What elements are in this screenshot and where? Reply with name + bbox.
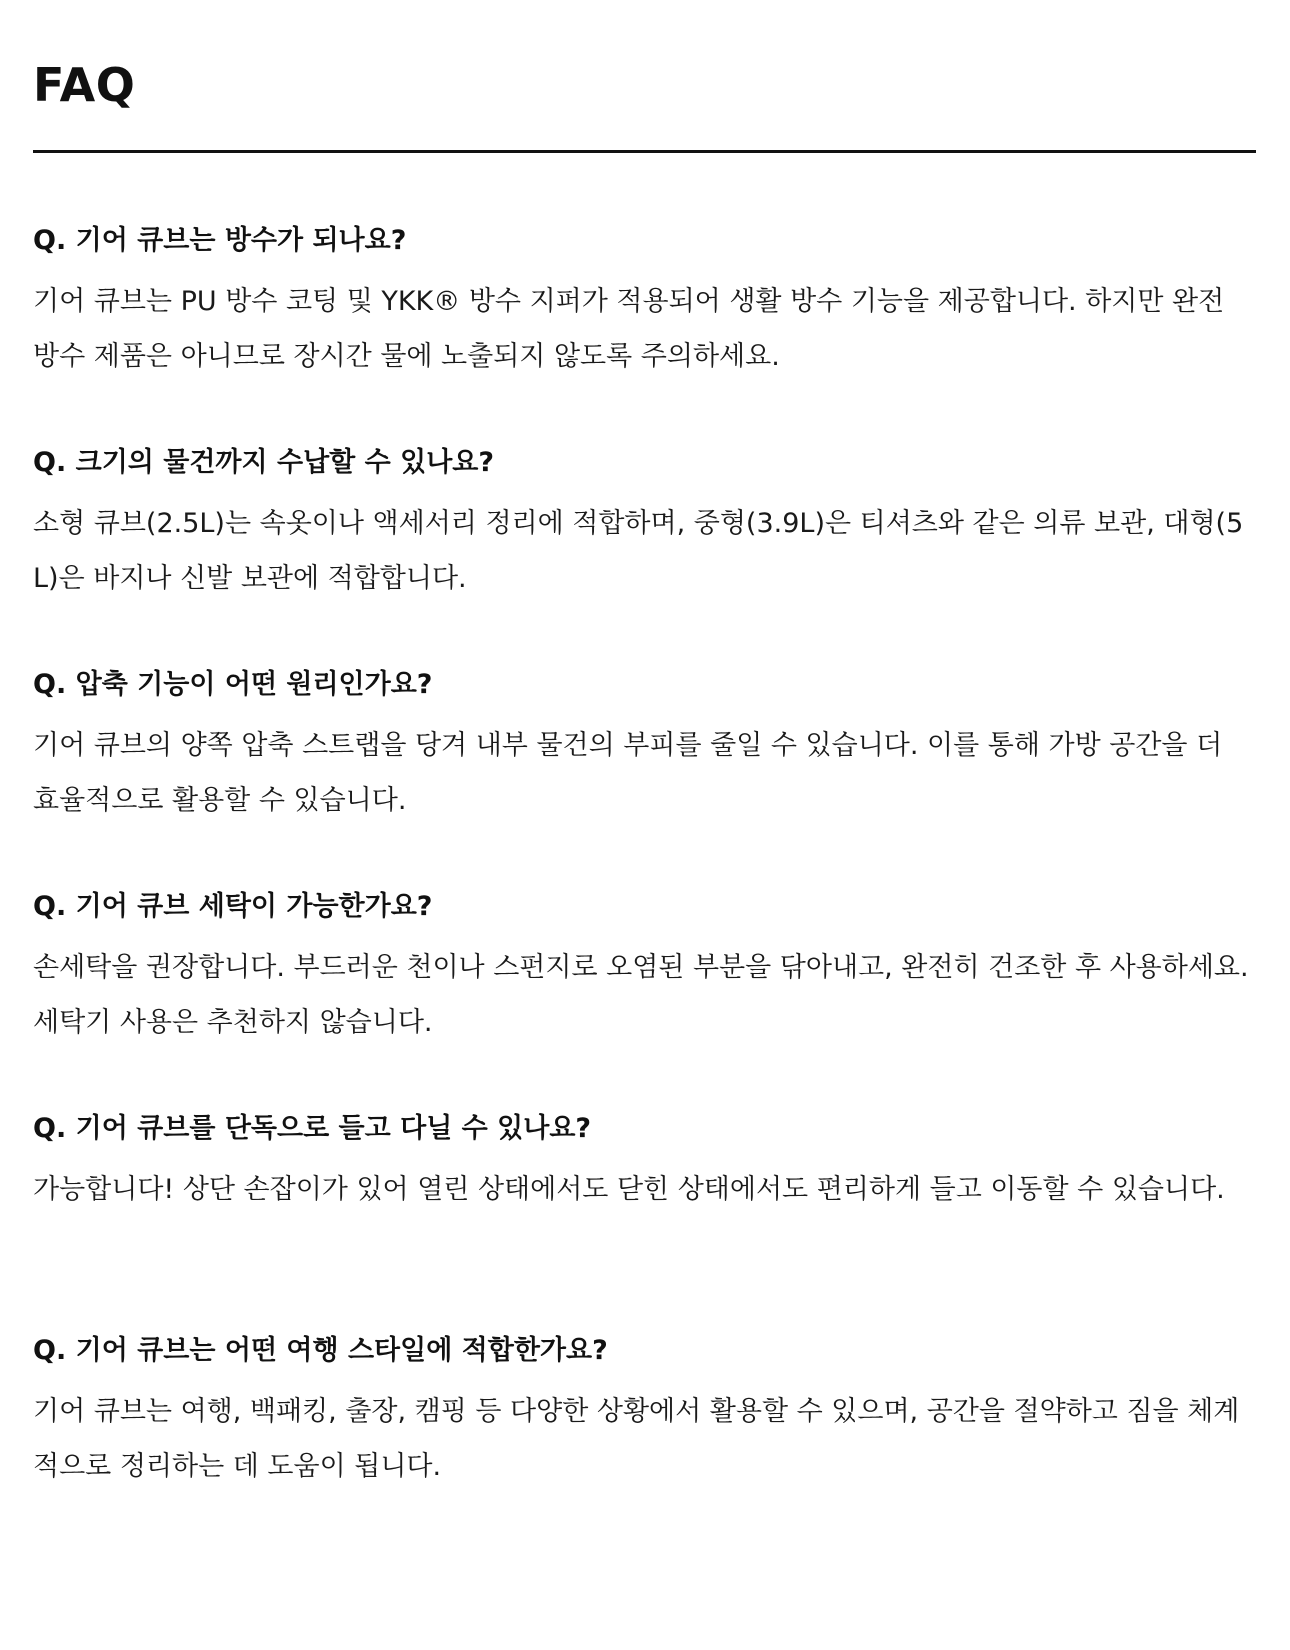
faq-item [33, 886, 1256, 1108]
faq-page [33, 0, 1256, 1552]
faq-answer: 가능합니다! 상단 손잡이가 있어 열린 상태에서도 닫힌 상태에서도 편리하게 들고 이동할 수 있습니다. [33, 1174, 1225, 1205]
faq-question: Q. 기어 큐브를 단독으로 들고 다닐 수 있나요? [33, 1113, 592, 1144]
faq-item [33, 1330, 1256, 1552]
faq-answer: 기어 큐브의 양쪽 압축 스트랩을 당겨 내부 물건의 부피를 줄일 수 있습니다. 이를 통해 가방 공간을 더 효율적으로 활용할 수 있습니다. [33, 730, 1223, 816]
faq-question: Q. 기어 큐브 세탁이 가능한가요? [33, 891, 433, 922]
faq-question: Q. 기어 큐브는 어떤 여행 스타일에 적합한가요? [33, 1335, 608, 1366]
faq-item [33, 664, 1256, 886]
faq-item [33, 220, 1256, 442]
faq-item [33, 442, 1256, 664]
faq-answer: 손세탁을 권장합니다. 부드러운 천이나 스펀지로 오염된 부분을 닦아내고, 완전히 건조한 후 사용하세요. 세탁기 사용은 추천하지 않습니다. [33, 952, 1249, 1038]
faq-question: Q. 기어 큐브는 방수가 되나요? [33, 225, 407, 256]
faq-question: Q. 크기의 물건까지 수납할 수 있나요? [33, 447, 495, 478]
faq-item [33, 1108, 1256, 1330]
page-title: FAQ [33, 58, 136, 112]
faq-question: Q. 압축 기능이 어떤 원리인가요? [33, 669, 433, 700]
faq-answer: 기어 큐브는 여행, 백패킹, 출장, 캠핑 등 다양한 상황에서 활용할 수 있으며, 공간을 절약하고 짐을 체계적으로 정리하는 데 도움이 됩니다. [33, 1396, 1240, 1482]
faq-answer: 기어 큐브는 PU 방수 코팅 및 YKK® 방수 지퍼가 적용되어 생활 방수 기능을 제공합니다. 하지만 완전 방수 제품은 아니므로 장시간 물에 노출되지 않도록 주의하세요. [33, 286, 1225, 372]
faq-list [33, 220, 1256, 1552]
faq-answer: 소형 큐브(2.5L)는 속옷이나 액세서리 정리에 적합하며, 중형(3.9L)은 티셔츠와 같은 의류 보관, 대형(5L)은 바지나 신발 보관에 적합합니다. [33, 508, 1244, 594]
title-divider [33, 150, 1256, 153]
